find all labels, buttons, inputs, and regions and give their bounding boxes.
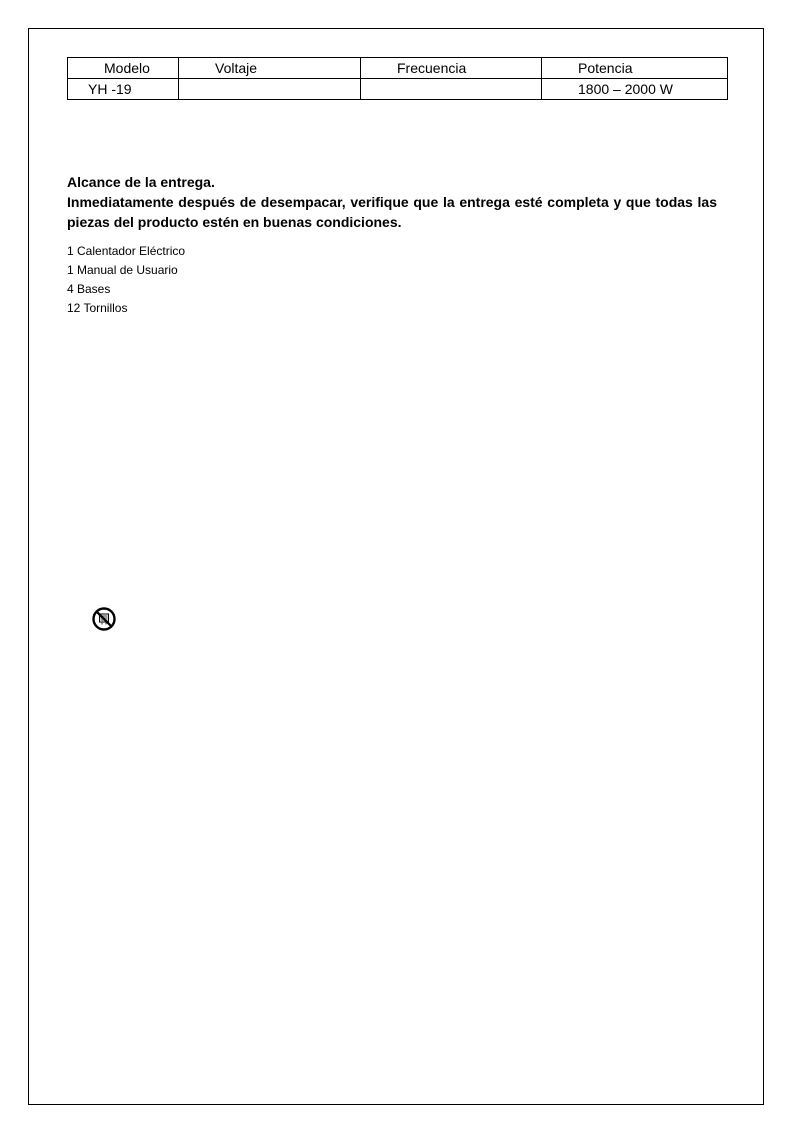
header-potencia: Potencia [542,58,728,79]
spec-table-header-row [68,58,728,79]
list-item: 4 Bases [67,282,111,296]
cell-potencia: 1800 – 2000 W [542,79,728,100]
delivery-section [67,172,717,318]
header-voltaje: Voltaje [179,58,361,79]
cell-voltaje [179,79,361,100]
spec-table [67,57,728,100]
list-item: 1 Calentador Eléctrico [67,244,186,258]
header-modelo: Modelo [68,58,179,79]
header-frecuencia: Frecuencia [361,58,542,79]
delivery-title: Alcance de la entrega. [67,174,215,190]
list-item: 1 Manual de Usuario [67,263,178,277]
delivery-intro: Inmediatamente después de desempacar, verifique que la entrega esté completa y que todas las piezas del producto estén en buenas condiciones. [67,194,717,230]
list-item: 12 Tornillos [67,301,128,315]
cell-frecuencia [361,79,542,100]
delivery-items-list [67,242,717,318]
cell-modelo: YH -19 [68,79,179,100]
spec-table-row [68,79,728,100]
no-covering-icon [91,606,117,632]
